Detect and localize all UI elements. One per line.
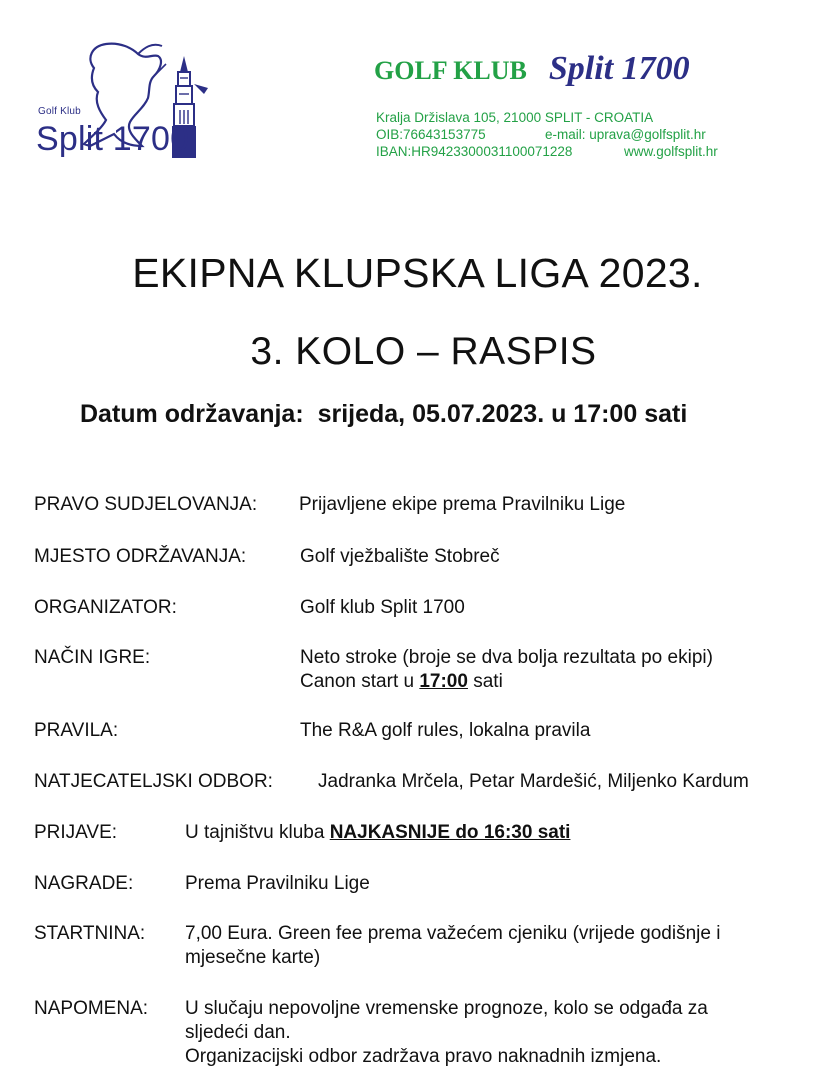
- club-logo: [34, 38, 224, 168]
- row-nagrade: [34, 872, 133, 896]
- napomena-value-3: Organizacijski odbor zadržava pravo naknadnih izmjena.: [185, 1046, 662, 1067]
- pravila-label: PRAVILA:: [34, 720, 119, 741]
- prijave-label: PRIJAVE:: [34, 822, 118, 843]
- startnina-value-2: mjesečne karte): [185, 947, 321, 968]
- napomena-value-2: sljedeći dan.: [185, 1022, 291, 1043]
- pravo-label: PRAVO SUDJELOVANJA:: [34, 494, 258, 515]
- event-date: [80, 400, 687, 429]
- prijave-pre: U tajništvu kluba: [185, 822, 330, 843]
- club-address: Kralja Držislava 105, 21000 SPLIT - CROATIA: [376, 110, 654, 125]
- napomena-value-1: U slučaju nepovoljne vremenske prognoze, kolo se odgađa za: [185, 998, 708, 1019]
- row-napomena: [34, 997, 148, 1021]
- nagrade-value: Prema Pravilniku Lige: [185, 873, 370, 894]
- document-subtitle: 3. KOLO – RASPIS: [250, 330, 597, 373]
- nacin-pre: Canon start u: [300, 671, 420, 692]
- start-time: 17:00: [419, 671, 468, 692]
- row-nacin: [34, 646, 150, 670]
- nacin-label: NAČIN IGRE:: [34, 647, 151, 668]
- mjesto-label: MJESTO ODRŽAVANJA:: [34, 546, 247, 567]
- row-pravila: [34, 719, 118, 743]
- organizator-label: ORGANIZATOR:: [34, 597, 177, 618]
- club-email: e-mail: uprava@golfsplit.hr: [545, 127, 706, 142]
- document-title: EKIPNA KLUPSKA LIGA 2023.: [132, 250, 703, 296]
- startnina-label: STARTNINA:: [34, 923, 146, 944]
- odbor-label: NATJECATELJSKI ODBOR:: [34, 771, 273, 792]
- event-date-value: srijeda, 05.07.2023. u 17:00 sati: [317, 400, 688, 428]
- row-odbor: [34, 770, 273, 794]
- napomena-label: NAPOMENA:: [34, 998, 149, 1019]
- nacin-value-2: [300, 670, 503, 694]
- club-website: www.golfsplit.hr: [624, 144, 718, 159]
- organizator-value: Golf klub Split 1700: [300, 597, 465, 618]
- odbor-value: Jadranka Mrčela, Petar Mardešić, Miljenko Kardum: [318, 771, 749, 792]
- nagrade-label: NAGRADE:: [34, 873, 134, 894]
- row-pravo: [34, 493, 257, 517]
- row-mjesto: [34, 545, 246, 569]
- club-name-green: GOLF KLUB: [374, 56, 527, 85]
- logo-big-text: Split 1700: [36, 120, 190, 158]
- logo-small-text: Golf Klub: [38, 106, 81, 117]
- row-startnina: [34, 922, 145, 946]
- mjesto-value: Golf vježbalište Stobreč: [300, 546, 500, 567]
- nacin-post: sati: [467, 671, 503, 692]
- club-name-blue: Split 1700: [548, 50, 690, 87]
- row-prijave: [34, 821, 117, 845]
- row-organizator: [34, 596, 177, 620]
- club-oib: OIB:76643153775: [376, 127, 486, 142]
- prijave-deadline: NAJKASNIJE do 16:30 sati: [329, 822, 571, 843]
- club-iban: IBAN:HR9423300031100071228: [376, 144, 573, 159]
- pravila-value: The R&A golf rules, lokalna pravila: [300, 720, 591, 741]
- startnina-value-1: 7,00 Eura. Green fee prema važećem cjeniku (vrijede godišnje i: [185, 923, 721, 944]
- event-date-label: Datum održavanja:: [80, 400, 304, 428]
- club-name: [374, 50, 690, 88]
- pravo-value: Prijavljene ekipe prema Pravilniku Lige: [299, 494, 626, 515]
- prijave-value: [185, 821, 570, 845]
- nacin-value-1: Neto stroke (broje se dva bolja rezultata po ekipi): [300, 647, 713, 668]
